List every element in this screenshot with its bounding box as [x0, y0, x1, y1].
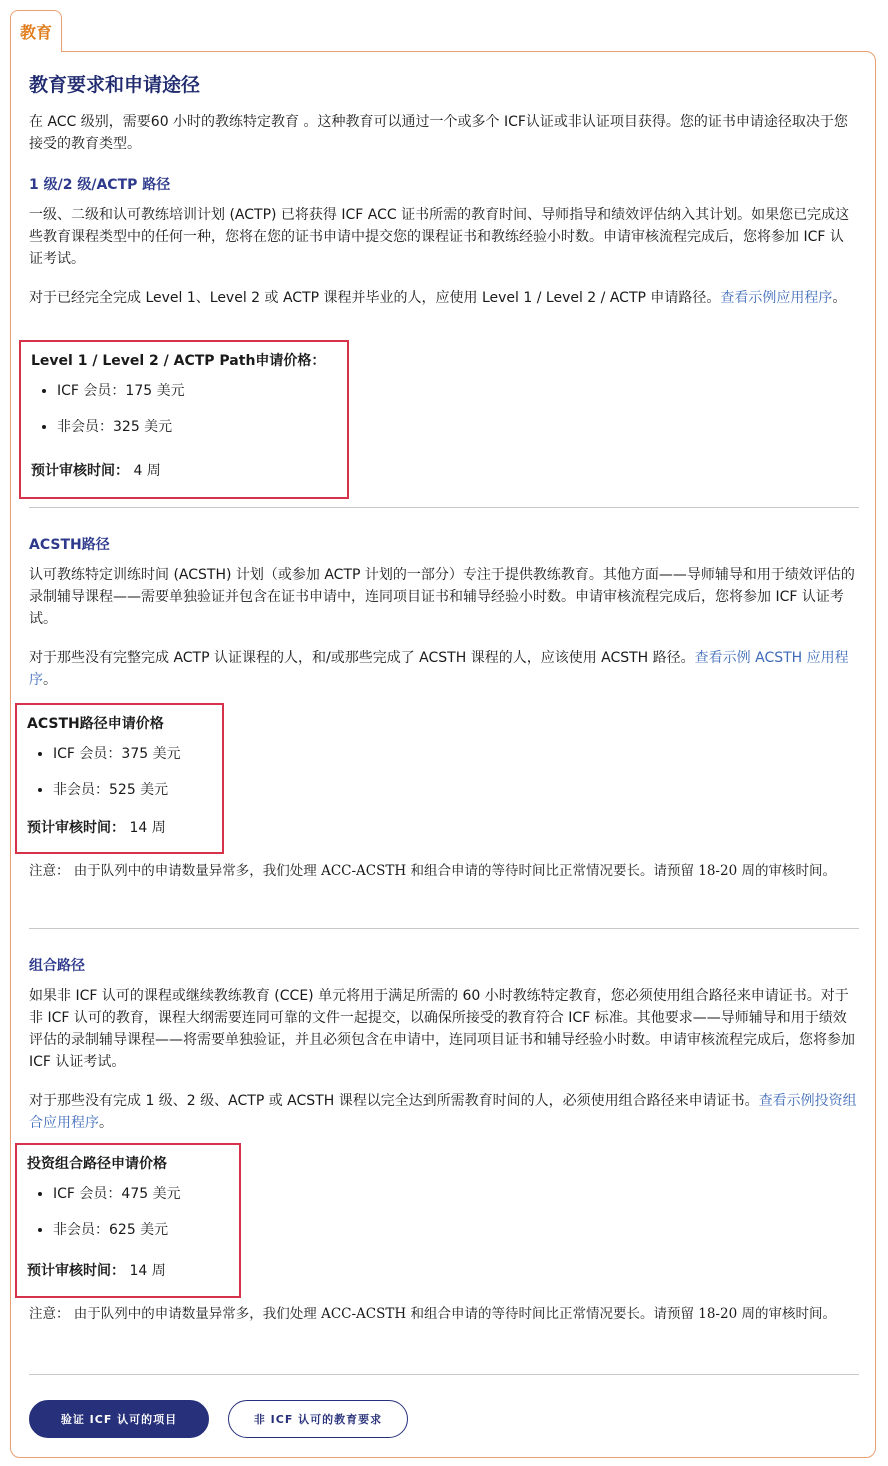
- section-body-acsth: 认可教练特定训练时间 (ACSTH) 计划（或参加 ACTP 计划的一部分）专注于提供教练教育。其他方面——导师辅导和用于绩效评估的录制辅导课程——需要单独验证并包含在证书申请中，连同项目证书和辅导经验小时数。申请审核流程完成后，您将参加 ICF 认证考试。: [29, 567, 855, 627]
- price-box-portfolio: [15, 1143, 241, 1298]
- tab-education[interactable]: [10, 10, 62, 52]
- review-time: 预计审核时间： 14 周: [27, 820, 166, 836]
- sample-application-link-acsth[interactable]: 查看示例 ACSTH 应用程序: [29, 650, 849, 688]
- review-time: 预计审核时间： 14 周: [27, 1263, 166, 1279]
- price-box-level-path: [19, 340, 349, 499]
- education-panel: [10, 51, 876, 1458]
- price-list: [27, 1183, 181, 1255]
- intro-text: 在 ACC 级别，需要60 小时的教练特定教育 。这种教育可以通过一个或多个 ICF认证或非认证项目获得。您的证书申请途径取决于您接受的教育类型。: [29, 114, 848, 152]
- section-who-level-path: 对于已经完全完成 Level 1、Level 2 或 ACTP 课程并毕业的人，应使用 Level 1 / Level 2 / ACTP 申请路径。查看示例应用程序。: [29, 290, 847, 306]
- notice-portfolio: 注意： 由于队列中的申请数量异常多，我们处理 ACC-ACSTH 和组合申请的等待时间比正常情况要长。请预留 18-20 周的审核时间。: [29, 1306, 836, 1322]
- price-title: ACSTH路径申请价格: [27, 716, 164, 732]
- notice-acsth: 注意： 由于队列中的申请数量异常多，我们处理 ACC-ACSTH 和组合申请的等待时间比正常情况要长。请预留 18-20 周的审核时间。: [29, 863, 836, 879]
- nonmember-price: • 非会员：525 美元: [53, 779, 181, 801]
- section-heading-acsth: ACSTH路径: [29, 537, 110, 553]
- tab-label: 教育: [19, 23, 52, 42]
- divider: [29, 928, 859, 929]
- sample-application-link-portfolio[interactable]: 查看示例投资组合应用程序: [29, 1093, 857, 1131]
- price-box-acsth: [15, 703, 224, 854]
- price-title: 投资组合路径申请价格: [27, 1156, 167, 1172]
- sample-application-link-level[interactable]: 查看示例应用程序: [720, 290, 833, 306]
- section-body-level-path: 一级、二级和认可教练培训计划 (ACTP) 已将获得 ICF ACC 证书所需的教育时间、导师指导和绩效评估纳入其计划。如果您已完成这些教育课程类型中的任何一种，您将在您的证书申请中提交您的课程证书和教练经验小时数。申请审核流程完成后，您将参加 ICF 认证考试。: [29, 207, 850, 267]
- verify-icf-program-button[interactable]: 验证 ICF 认可的项目: [29, 1400, 209, 1438]
- page-title: 教育要求和申请途径: [29, 74, 201, 96]
- section-who-portfolio: 对于那些没有完成 1 级、2 级、ACTP 或 ACSTH 课程以完全达到所需教育时间的人，必须使用组合路径来申请证书。查看示例投资组合应用程序。: [29, 1093, 857, 1131]
- member-price: • ICF 会员：475 美元: [53, 1183, 181, 1205]
- member-price: • ICF 会员：375 美元: [53, 743, 181, 765]
- section-heading-portfolio: 组合路径: [29, 958, 85, 974]
- nonmember-price: • 非会员：325 美元: [57, 416, 185, 438]
- section-heading-level-path: 1 级/2 级/ACTP 路径: [29, 177, 171, 193]
- price-list: [27, 743, 181, 815]
- member-price: • ICF 会员：175 美元: [57, 380, 185, 402]
- nonmember-price: • 非会员：625 美元: [53, 1219, 181, 1241]
- section-body-portfolio: 如果非 ICF 认可的课程或继续教练教育 (CCE) 单元将用于满足所需的 60 小时教练特定教育，您必须使用组合路径来申请证书。对于非 ICF 认可的教育，课程大纲需要连同可靠的文件一起提交，以确保所接受的教育符合 ICF 标准。其他要求——导师辅导和用于绩效评估的录制辅导课程——将需要单独验证，并且必须包含在申请中，连同项目证书和辅导经验小时数。申请审核流程完成后，您将参加 ICF 认证考试。: [29, 988, 855, 1070]
- divider: [29, 1374, 859, 1375]
- divider: [29, 507, 859, 508]
- price-list: [31, 380, 185, 452]
- non-icf-education-button[interactable]: 非 ICF 认可的教育要求: [228, 1400, 408, 1438]
- review-time: 预计审核时间： 4 周: [31, 463, 161, 479]
- section-who-acsth: 对于那些没有完整完成 ACTP 认证课程的人，和/或那些完成了 ACSTH 课程的人，应该使用 ACSTH 路径。查看示例 ACSTH 应用程序。: [29, 650, 849, 688]
- price-title: Level 1 / Level 2 / ACTP Path申请价格：: [31, 353, 326, 369]
